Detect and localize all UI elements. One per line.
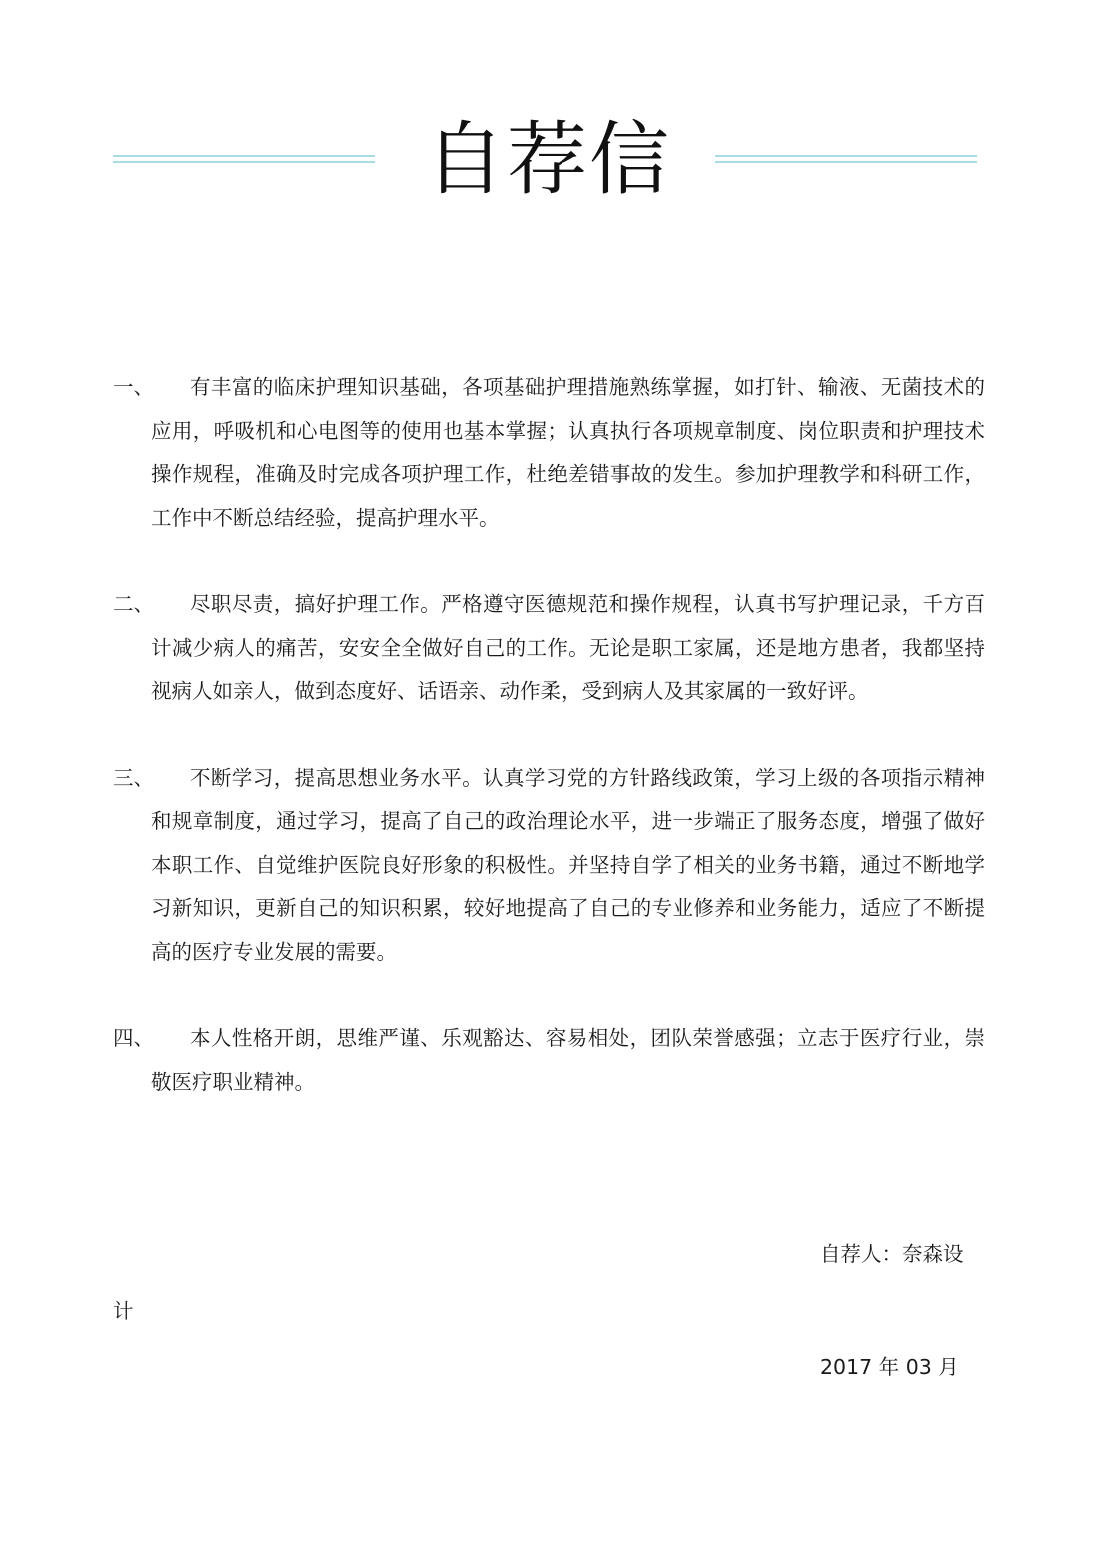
letter-date: 2017 年 03 月 [820,1355,959,1379]
item-number: 二、 [113,592,154,616]
page-title: 自荐信 [425,113,671,206]
signer-name-continued: 计 [113,1299,134,1323]
item-number: 四、 [113,1026,154,1050]
list-item [113,1017,985,1104]
list-item [113,583,985,714]
item-text: 不断学习，提高思想业务水平。认真学习党的方针路线政策，学习上级的各项指示精神和规章制度，通过学习，提高了自己的政治理论水平，进一步端正了服务态度，增强了做好本职工作、自觉维护医院良好形象的积极性。并坚持自学了相关的业务书籍，通过不断地学习新知识，更新自己的知识积累，较好地提高了自己的专业修养和业务能力，适应了不断提高的医疗专业发展的需要。 [151,765,985,964]
item-text: 有丰富的临床护理知识基础，各项基础护理措施熟练掌握，如打针、输液、无菌技术的应用，呼吸机和心电图等的使用也基本掌握；认真执行各项规章制度、岗位职责和护理技术操作规程，准确及时完成各项护理工作，杜绝差错事故的发生。参加护理教学和科研工作，工作中不断总结经验，提高护理水平。 [151,375,985,530]
item-number: 一、 [113,375,154,399]
signer-name: 自荐人：奈森设 [820,1242,964,1266]
title-header [0,100,1096,220]
item-text: 本人性格开朗，思维严谨、乐观豁达、容易相处，团队荣誉感强；立志于医疗行业，崇敬医疗职业精神。 [151,1026,985,1094]
item-number: 三、 [113,765,154,790]
item-text: 尽职尽责，搞好护理工作。严格遵守医德规范和操作规程，认真书写护理记录，千方百计减少病人的痛苦，安安全全做好自己的工作。无论是职工家属，还是地方患者，我都坚持视病人如亲人，做到态度好、话语亲、动作柔，受到病人及其家属的一致好评。 [151,592,985,703]
letter-body [113,366,985,1147]
list-item [113,757,985,975]
decorative-line-right [715,155,977,163]
list-item [113,366,985,540]
